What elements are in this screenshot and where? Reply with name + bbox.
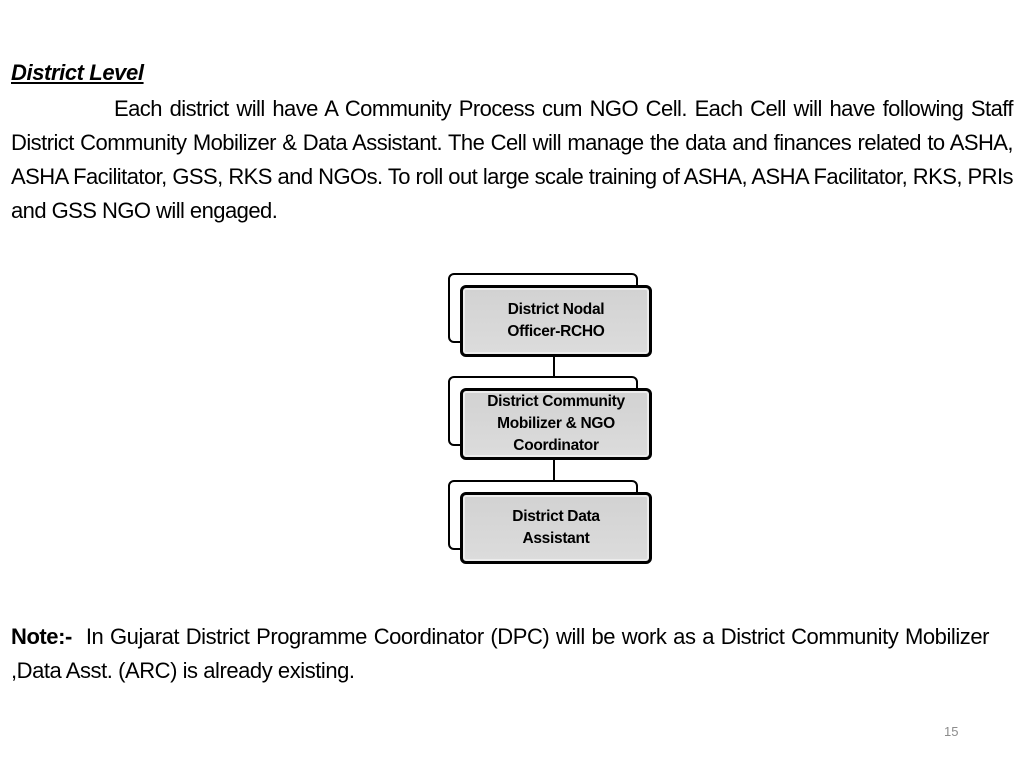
note-label: Note:- — [11, 624, 72, 649]
org-chart — [440, 265, 660, 575]
section-heading: District Level — [11, 60, 144, 85]
org-box-community-mobilizer — [460, 388, 652, 460]
org-box-label: District Nodal Officer-RCHO — [507, 301, 605, 340]
org-box-nodal-officer — [460, 285, 652, 357]
org-box-label: District Community Mobilizer & NGO Coordinator — [487, 393, 625, 454]
note-text: In Gujarat District Programme Coordinator (DPC) will be work as a District Community Mobilizer ,Data Asst. (ARC) is already existing. — [11, 624, 989, 683]
org-box-label: District Data Assistant — [512, 508, 600, 547]
note-paragraph — [11, 620, 989, 688]
org-box-data-assistant — [460, 492, 652, 564]
page-number: 15 — [944, 724, 959, 739]
description-paragraph: Each district will have A Community Process cum NGO Cell. Each Cell will have following Staff District Community Mobilizer & Data Assistant. The Cell will manage the data and finances related to ASHA, ASHA Facilitator, GSS, RKS and NGOs. To roll out large scale training of ASHA, ASHA Facilitator, RKS, PRIs and GSS NGO will engaged. — [11, 96, 1013, 223]
